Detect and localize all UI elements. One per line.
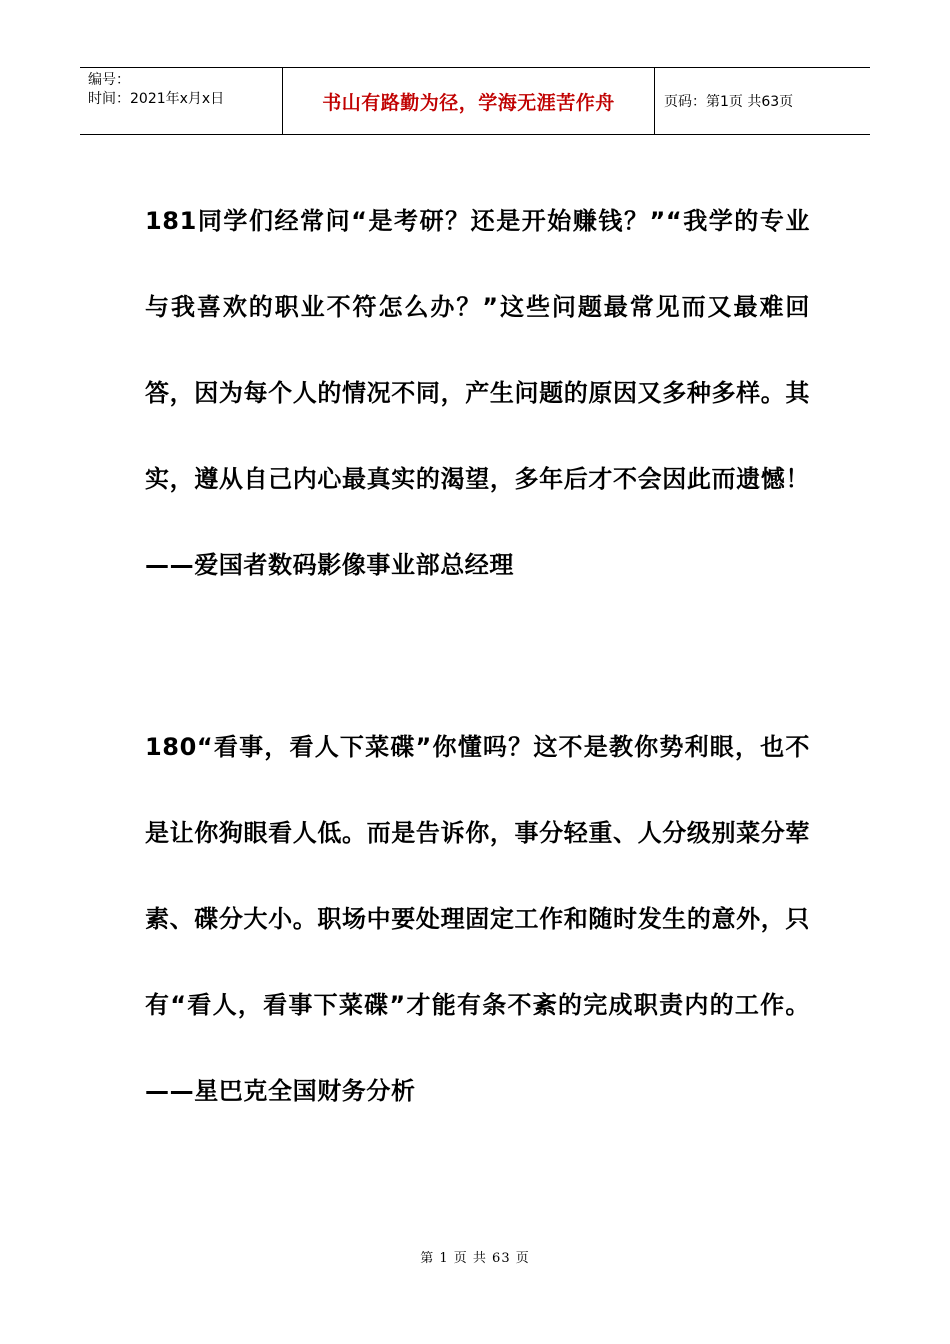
document-body (145, 178, 810, 1134)
paragraph-180: 180“看事，看人下菜碟”你懂吗？这不是教你势利眼，也不是让你狗眼看人低。而是告诉你，事分轻重、人分级别菜分荤素、碟分大小。职场中要处理固定工作和随时发生的意外，只有“看人，看事下菜碟”才能有条不紊的完成职责内的工作。——星巴克全国财务分析 (145, 733, 810, 1105)
header-motto: 书山有路勤为径，学海无涯苦作舟 (283, 68, 655, 134)
document-number-label: 编号： (88, 72, 130, 88)
page-header (80, 67, 870, 135)
header-meta-cell (80, 68, 283, 134)
document-time-label: 时间：2021年x月x日 (88, 91, 225, 107)
header-page-info: 页码：第1页 共63页 (664, 94, 794, 110)
page-footer: 第 1 页 共 63 页 (420, 1251, 530, 1266)
paragraph-181: 181同学们经常问“是考研？还是开始赚钱？”“我学的专业与我喜欢的职业不符怎么办？”这些问题最常见而又最难回答，因为每个人的情况不同，产生问题的原因又多种多样。其实，遵从自己内心最真实的渴望，多年后才不会因此而遗憾！——爱国者数码影像事业部总经理 (145, 207, 810, 579)
